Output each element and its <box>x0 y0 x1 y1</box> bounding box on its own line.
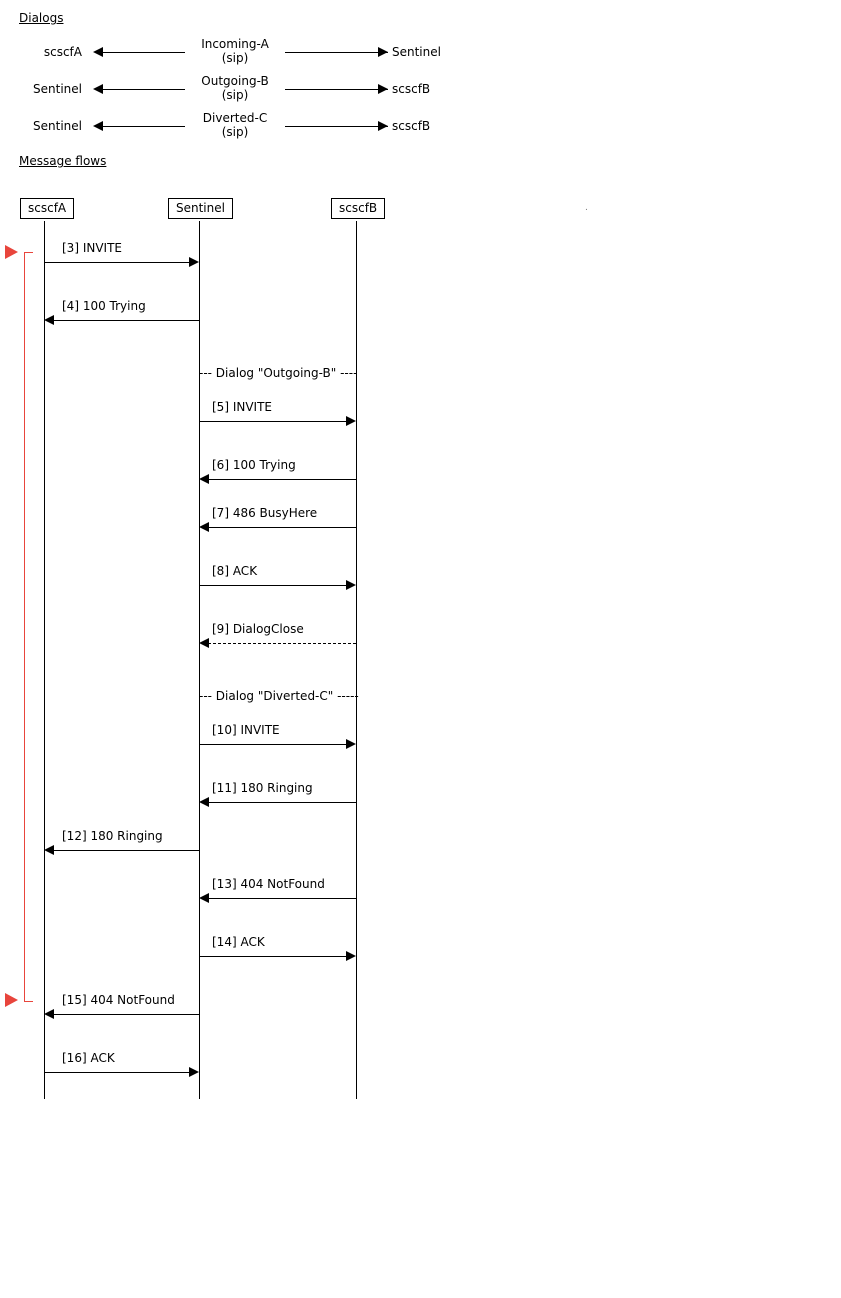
lifeline-scscfa <box>44 221 45 1099</box>
dialog-arrow-right-icon <box>378 121 388 131</box>
message-label: [4] 100 Trying <box>62 299 146 313</box>
message-arrow-left-icon <box>199 797 209 807</box>
dialogs-section-title: Dialogs <box>19 11 64 25</box>
message-line <box>53 1014 199 1015</box>
message-line <box>53 850 199 851</box>
message-label: [16] ACK <box>62 1051 115 1065</box>
message-line-dashed <box>208 643 356 644</box>
message-arrow-left-icon <box>44 315 54 325</box>
message-line <box>208 527 356 528</box>
message-label: [6] 100 Trying <box>212 458 296 472</box>
stray-mark: . <box>585 203 588 213</box>
message-line <box>44 262 190 263</box>
message-flows-section-title: Message flows <box>19 154 107 168</box>
dialog-name: Incoming-A <box>185 38 285 51</box>
message-label: [8] ACK <box>212 564 258 578</box>
dialog-separator: --- Dialog "Diverted-C" ----- <box>199 689 359 703</box>
annotation-arrow-bottom-icon <box>5 993 18 1007</box>
message-line <box>53 320 199 321</box>
dialog-arrow-right-icon <box>378 47 388 57</box>
message-arrow-left-icon <box>199 474 209 484</box>
annotation-arrow-top-icon <box>5 245 18 259</box>
message-arrow-right-icon <box>189 1067 199 1077</box>
lifeline-sentinel <box>199 221 200 1099</box>
message-line <box>44 1072 190 1073</box>
dialog-left-endpoint: Sentinel <box>33 82 82 96</box>
message-label: [9] DialogClose <box>212 622 304 636</box>
message-line <box>199 744 347 745</box>
dialog-separator: --- Dialog "Outgoing-B" ---- <box>199 366 358 380</box>
dialog-name: Diverted-C <box>185 112 285 125</box>
message-label: [12] 180 Ringing <box>62 829 163 843</box>
message-line <box>208 898 356 899</box>
dialog-arrow-right-icon <box>378 84 388 94</box>
message-label: [7] 486 BusyHere <box>212 506 318 520</box>
message-label: [11] 180 Ringing <box>212 781 313 795</box>
dialog-protocol: (sip) <box>185 89 285 102</box>
message-arrow-left-icon <box>44 845 54 855</box>
lifeline-scscfb <box>356 221 357 1099</box>
lifeline-head-sentinel[interactable]: Sentinel <box>168 198 233 219</box>
message-arrow-left-icon <box>199 893 209 903</box>
lifeline-head-scscfb[interactable]: scscfB <box>331 198 385 219</box>
dialog-right-endpoint: scscfB <box>392 119 431 133</box>
message-line <box>208 479 356 480</box>
message-arrow-right-icon <box>346 951 356 961</box>
message-arrow-left-icon <box>44 1009 54 1019</box>
message-label: [14] ACK <box>212 935 265 949</box>
message-label: [10] INVITE <box>212 723 280 737</box>
message-arrow-right-icon <box>189 257 199 267</box>
message-line <box>199 956 347 957</box>
message-label: [15] 404 NotFound <box>62 993 175 1007</box>
dialog-left-endpoint: Sentinel <box>33 119 82 133</box>
message-line <box>199 585 347 586</box>
message-label: [13] 404 NotFound <box>212 877 325 891</box>
dialog-right-endpoint: scscfB <box>392 82 431 96</box>
annotation-bracket <box>24 252 33 1002</box>
dialog-right-endpoint: Sentinel <box>392 45 441 59</box>
message-line <box>208 802 356 803</box>
message-arrow-right-icon <box>346 416 356 426</box>
message-arrow-left-icon <box>199 522 209 532</box>
message-label: [3] INVITE <box>62 241 122 255</box>
message-arrow-right-icon <box>346 739 356 749</box>
dialog-protocol: (sip) <box>185 126 285 139</box>
dialog-left-endpoint: scscfA <box>43 45 82 59</box>
lifeline-head-scscfa[interactable]: scscfA <box>20 198 74 219</box>
message-arrow-left-icon <box>199 638 209 648</box>
message-line <box>199 421 347 422</box>
message-arrow-right-icon <box>346 580 356 590</box>
message-label: [5] INVITE <box>212 400 272 414</box>
dialog-name: Outgoing-B <box>185 75 285 88</box>
dialog-protocol: (sip) <box>185 52 285 65</box>
